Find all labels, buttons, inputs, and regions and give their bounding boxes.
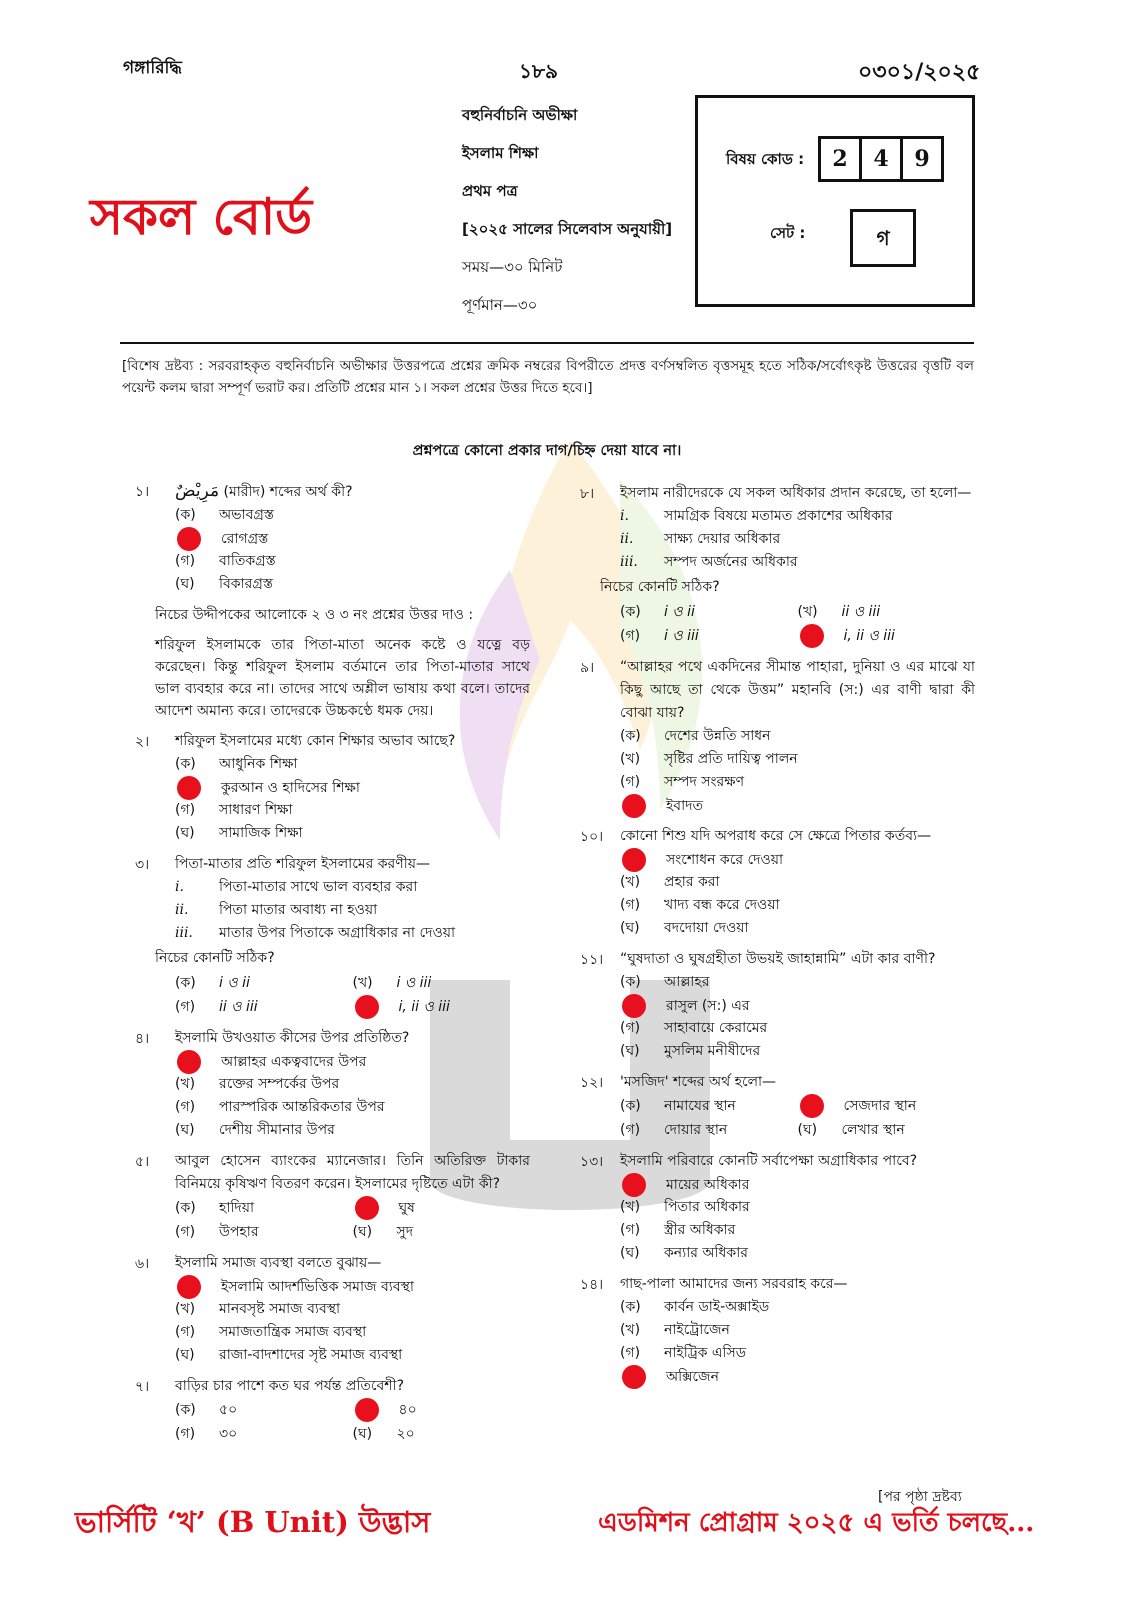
subject-code-digits bbox=[818, 136, 944, 182]
option[interactable]: (ক) আধুনিক শিক্ষা bbox=[175, 756, 298, 772]
option[interactable]: (ঘ) বদদোয়া দেওয়া bbox=[620, 920, 749, 936]
page-number: ১৮৯ bbox=[519, 59, 558, 83]
question-9: ৯। “আল্লাহর পথে একদিনের সীমান্ত পাহারা, দুনিয়া ও এর মাঝে যা কিছু আছে তা থেকে উত্তম” মহানবি (স:) এর বাণী দ্বারা কী বোঝা যায়? (ক) দেশের উন্নতি সাধন (খ) সৃষ্টির প্রতি দায়িত্ব পালন (গ) সম্পদ সংরক্ষণ ইবাদত bbox=[580, 656, 975, 817]
answer-dot bbox=[622, 848, 646, 872]
arabic-word: مَرِيْضٌ bbox=[175, 481, 220, 501]
option[interactable]: (গ) ৩০ bbox=[175, 1426, 238, 1442]
question-12: ১২। 'মসজিদ' শব্দের অর্থ হলো— (ক) নামাযের স্থান সেজদার স্থান (গ) দোয়ার স্থান (ঘ) লেখার স্থান bbox=[580, 1071, 975, 1142]
full-marks: পূর্ণমান—৩০ bbox=[462, 296, 538, 314]
option-marked[interactable]: i, ii ও iii bbox=[798, 624, 976, 648]
set-value: গ bbox=[850, 209, 916, 267]
option[interactable]: (গ) বাতিকগ্রস্ত bbox=[175, 553, 276, 569]
question-6: ৬। ইসলামি সমাজ ব্যবস্থা বলতে বুঝায়— ইসলামি আদর্শভিত্তিক সমাজ ব্যবস্থা (খ) মানবসৃষ্ট সমাজ ব্যবস্থা (গ) সমাজতান্ত্রিক সমাজ ব্যবস্থা (ঘ) রাজা-বাদশাদের সৃষ্ট সমাজ ব্যবস্থা bbox=[135, 1252, 530, 1367]
option-marked[interactable]: ইবাদত bbox=[620, 794, 975, 817]
option-marked[interactable]: ইসলামি আদর্শভিত্তিক সমাজ ব্যবস্থা bbox=[175, 1275, 530, 1298]
stimulus-text: শরিফুল ইসলামকে তার পিতা-মাতা অনেক কষ্টে ও যত্নে বড় করেছেন। কিন্তু শরিফুল ইসলাম বর্তমানে তার পিতা-মাতার সাথে ভাল ব্যবহার করে না। তাদের সাথে অশ্লীল ভাষায় কথা বলে। তাদের আদেশ অমান্য করে। তাদেরকে উচ্চকণ্ঠে ধমক দেয়। bbox=[155, 637, 530, 719]
question-text: পিতা-মাতার প্রতি শরিফুল ইসলামের করণীয়— bbox=[175, 856, 430, 872]
option[interactable]: (ঘ) বিকারগ্রস্ত bbox=[175, 576, 273, 592]
answer-dot bbox=[622, 1365, 646, 1389]
question-text: কোনো শিশু যদি অপরাধ করে সে ক্ষেত্রে পিতার কর্তব্য— bbox=[620, 828, 932, 844]
stimulus-intro: নিচের উদ্দীপকের আলোকে ২ ও ৩ নং প্রশ্নের উত্তর দাও : bbox=[155, 607, 474, 623]
time-limit: সময়—৩০ মিনিট bbox=[462, 258, 563, 276]
option[interactable]: (ক) i ও ii bbox=[620, 604, 695, 620]
option[interactable]: (ঘ) লেখার স্থান bbox=[797, 1122, 905, 1138]
question-text: ইসলামি পরিবারে কোনটি সর্বাপেক্ষা অগ্রাধিকার পাবে? bbox=[620, 1153, 918, 1169]
question-4: ৪। ইসলামি উখওয়াত কীসের উপর প্রতিষ্ঠিত? আল্লাহর একত্ববাদের উপর (খ) রক্তের সম্পর্কের উপর (গ) পারস্পরিক আন্তরিকতার উপর (ঘ) দেশীয় সীমানার উপর bbox=[135, 1027, 530, 1142]
subject-code-label: বিষয় কোড : bbox=[726, 150, 805, 168]
option[interactable]: (খ) পিতার অধিকার bbox=[620, 1199, 750, 1215]
which-correct: নিচের কোনটি সঠিক? bbox=[600, 579, 720, 595]
option-marked[interactable]: আল্লাহর একত্ববাদের উপর bbox=[175, 1050, 530, 1073]
no-marks-warning: প্রশ্নপত্রে কোনো প্রকার দাগ/চিহ্ন দেয়া যাবে না। bbox=[412, 443, 682, 459]
special-note: [বিশেষ দ্রষ্টব্য : সরবরাহকৃত বহুনির্বাচনি অভীক্ষার উত্তরপত্রে প্রশ্নের ক্রমিক নম্বরের বিপরীতে প্রদত্ত বর্ণসম্বলিত বৃত্তসমূহ হতে সঠিক/সর্বোৎকৃষ্ট উত্তরের বৃত্তটি বল পয়েন্ট কলম দ্বারা সম্পূর্ণ ভরাট কর। প্রতিটি প্রশ্নের মান ১। সকল প্রশ্নের উত্তর দিতে হবে।] bbox=[122, 358, 974, 396]
footer-left-ad: ভার্সিটি ‘খ’ (B Unit) উদ্ভাস bbox=[75, 1505, 431, 1539]
question-text: শরিফুল ইসলামের মধ্যে কোন শিক্ষার অভাব আছে? bbox=[175, 733, 456, 749]
question-1 bbox=[135, 480, 530, 596]
set-label: সেট : bbox=[770, 224, 806, 242]
option-marked[interactable]: সংশোধন করে দেওয়া bbox=[620, 848, 975, 871]
subject-code-box bbox=[695, 95, 975, 307]
option[interactable]: (ক) আল্লাহর bbox=[620, 974, 710, 990]
answer-dot bbox=[355, 995, 379, 1019]
answer-dot bbox=[177, 527, 201, 551]
code-digit-2: 4 bbox=[862, 136, 903, 182]
option-marked[interactable]: ৪০ bbox=[353, 1398, 531, 1422]
header-divider bbox=[120, 342, 974, 344]
option[interactable]: (ক) দেশের উন্নতি সাধন bbox=[620, 728, 771, 744]
question-text: (মারীদ) শব্দের অর্থ কী? bbox=[223, 484, 353, 500]
question-5: ৫। আবুল হোসেন ব্যাংকের ম্যানেজার। তিনি অতিরিক্ত টাকার বিনিময়ে কৃষিঋণ বিতরণ করেন। ইসলামের দৃষ্টিতে এটা কী? (ক) হাদিয়া ঘুষ (গ) উপহার (ঘ) সুদ bbox=[135, 1150, 530, 1244]
which-correct: নিচের কোনটি সঠিক? bbox=[155, 950, 275, 966]
question-text: “ঘুষদাতা ও ঘুষগ্রহীতা উভয়ই জাহান্নামি” এটা কার বাণী? bbox=[620, 951, 936, 967]
option[interactable]: (গ) উপহার bbox=[175, 1224, 259, 1240]
question-text: ইসলাম নারীদেরকে যে সকল অধিকার প্রদান করেছে, তা হলো— bbox=[620, 485, 972, 501]
option-marked[interactable]: রাসুল (স:) এর bbox=[620, 994, 975, 1017]
option-marked[interactable]: ঘুষ bbox=[353, 1196, 531, 1220]
question-7: ৭। বাড়ির চার পাশে কত ঘর পর্যন্ত প্রতিবেশী? (ক) ৫০ ৪০ (গ) ৩০ (ঘ) ২০ bbox=[135, 1375, 530, 1446]
question-10: ১০। কোনো শিশু যদি অপরাধ করে সে ক্ষেত্রে পিতার কর্তব্য— সংশোধন করে দেওয়া (খ) প্রহার করা (গ) খাদ্য বন্ধ করে দেওয়া (ঘ) বদদোয়া দেওয়া bbox=[580, 825, 975, 940]
option-marked[interactable]: সেজদার স্থান bbox=[798, 1094, 976, 1118]
option[interactable]: (ক) ৫০ bbox=[175, 1402, 238, 1418]
answer-dot bbox=[622, 994, 646, 1018]
answer-dot bbox=[177, 776, 201, 800]
answer-dot bbox=[177, 1050, 201, 1074]
option[interactable]: (ক) i ও ii bbox=[175, 975, 250, 991]
option[interactable]: (গ) পারস্পরিক আন্তরিকতার উপর bbox=[175, 1099, 385, 1115]
option[interactable]: (গ) সম্পদ সংরক্ষণ bbox=[620, 774, 745, 790]
question-text: 'মসজিদ' শব্দের অর্থ হলো— bbox=[620, 1074, 777, 1090]
option[interactable]: (গ) ii ও iii bbox=[175, 999, 258, 1015]
option[interactable]: (খ) ii ও iii bbox=[797, 604, 881, 620]
option-marked[interactable]: কুরআন ও হাদিসের শিক্ষা bbox=[175, 776, 530, 799]
option[interactable]: (ক) কার্বন ডাই-অক্সাইড bbox=[620, 1299, 770, 1315]
exam-type: বহুনির্বাচনি অভীক্ষা bbox=[462, 106, 578, 124]
option[interactable]: (খ) সৃষ্টির প্রতি দায়িত্ব পালন bbox=[620, 751, 798, 767]
code-digit-3: 9 bbox=[903, 136, 944, 182]
question-2: ২। শরিফুল ইসলামের মধ্যে কোন শিক্ষার অভাব আছে? (ক) আধুনিক শিক্ষা কুরআন ও হাদিসের শিক্ষা (গ) সাধারণ শিক্ষা (ঘ) সামাজিক শিক্ষা bbox=[135, 730, 530, 845]
question-8: ৮। ইসলাম নারীদেরকে যে সকল অধিকার প্রদান করেছে, তা হলো— i. সামগ্রিক বিষয়ে মতামত প্রকাশের অধিকার ii. সাক্ষ্য দেয়ার অধিকার iii. সম্পদ অর্জনের অধিকার নিচের কোনটি সঠিক? (ক) i ও ii (খ) ii ও iii (গ) i ও iii i, ii ও iii bbox=[580, 482, 975, 648]
question-text: আবুল হোসেন ব্যাংকের ম্যানেজার। তিনি অতিরিক্ত টাকার বিনিময়ে কৃষিঋণ বিতরণ করেন। ইসলামের দৃষ্টিতে এটা কী? bbox=[175, 1153, 530, 1192]
option[interactable]: (ঘ) সামাজিক শিক্ষা bbox=[175, 825, 303, 841]
left-column bbox=[135, 480, 530, 1454]
subject-name: ইসলাম শিক্ষা bbox=[462, 144, 539, 162]
question-14: ১৪। গাছ-পালা আমাদের জন্য সরবরাহ করে— (ক) কার্বন ডাই-অক্সাইড (খ) নাইট্রোজেন (গ) নাইট্রিক এসিড অক্সিজেন bbox=[580, 1273, 975, 1388]
option[interactable]: (গ) স্ত্রীর অধিকার bbox=[620, 1222, 736, 1238]
option[interactable]: (ঘ) ২০ bbox=[352, 1426, 415, 1442]
option[interactable]: (ক) নামাযের স্থান bbox=[620, 1098, 736, 1114]
question-text: গাছ-পালা আমাদের জন্য সরবরাহ করে— bbox=[620, 1276, 848, 1292]
option[interactable]: (গ) সাহাবায়ে কেরামের bbox=[620, 1020, 768, 1036]
option[interactable]: (ঘ) সুদ bbox=[352, 1224, 414, 1240]
answer-dot bbox=[355, 1196, 379, 1220]
question-text: ইসলামি উখওয়াত কীসের উপর প্রতিষ্ঠিত? bbox=[175, 1030, 410, 1046]
option[interactable]: (গ) সাধারণ শিক্ষা bbox=[175, 802, 293, 818]
question-3: ৩। পিতা-মাতার প্রতি শরিফুল ইসলামের করণীয়— i. পিতা-মাতার সাথে ভাল ব্যবহার করা ii. পিতা মাতার অবাধ্য না হওয়া iii. মাতার উপর পিতাকে অগ্রাধিকার না দেওয়া নিচের কোনটি সঠিক? (ক) i ও ii (খ) i ও iii (গ) ii ও iii i, ii ও iii bbox=[135, 853, 530, 1019]
option[interactable]: (খ) নাইট্রোজেন bbox=[620, 1322, 730, 1338]
option[interactable]: (ঘ) দেশীয় সীমানার উপর bbox=[175, 1122, 335, 1138]
option[interactable]: (খ) রক্তের সম্পর্কের উপর bbox=[175, 1076, 340, 1092]
option-marked[interactable]: অক্সিজেন bbox=[620, 1365, 975, 1388]
right-column bbox=[580, 482, 975, 1396]
option[interactable]: (গ) খাদ্য বন্ধ করে দেওয়া bbox=[620, 897, 780, 913]
option[interactable]: (ঘ) মুসলিম মনীষীদের bbox=[620, 1043, 761, 1059]
answer-dot bbox=[800, 1094, 824, 1118]
option[interactable]: (ঘ) রাজা-বাদশাদের সৃষ্ট সমাজ ব্যবস্থা bbox=[175, 1347, 403, 1363]
syllabus-note: [২০২৫ সালের সিলেবাস অনুযায়ী] bbox=[462, 220, 673, 238]
paper-code: ০৩০১/২০২৫ bbox=[858, 60, 981, 85]
header-left-code: গঙ্গারিদ্ধি bbox=[123, 58, 182, 78]
option[interactable]: (ক) হাদিয়া bbox=[175, 1200, 255, 1216]
paper-name: প্রথম পত্র bbox=[462, 182, 518, 200]
continue-note: [পর পৃষ্ঠা দ্রষ্টব্য bbox=[878, 1489, 962, 1505]
footer-right-ad: এডমিশন প্রোগ্রাম ২০২৫ এ ভর্তি চলছে... bbox=[598, 1508, 1035, 1538]
question-number: ১। bbox=[135, 484, 150, 500]
option[interactable]: (গ) সমাজতান্ত্রিক সমাজ ব্যবস্থা bbox=[175, 1324, 367, 1340]
code-digit-1: 2 bbox=[818, 136, 862, 182]
option[interactable]: (ঘ) কন্যার অধিকার bbox=[620, 1245, 748, 1261]
question-11: ১১। “ঘুষদাতা ও ঘুষগ্রহীতা উভয়ই জাহান্নামি” এটা কার বাণী? (ক) আল্লাহর রাসুল (স:) এর (গ) সাহাবায়ে কেরামের (ঘ) মুসলিম মনীষীদের bbox=[580, 948, 975, 1063]
option[interactable]: (গ) নাইট্রিক এসিড bbox=[620, 1345, 747, 1361]
option[interactable]: (গ) i ও iii bbox=[620, 628, 699, 644]
option[interactable]: (গ) দোয়ার স্থান bbox=[620, 1122, 728, 1138]
answer-dot bbox=[622, 1173, 646, 1197]
question-text: বাড়ির চার পাশে কত ঘর পর্যন্ত প্রতিবেশী? bbox=[175, 1378, 405, 1394]
option[interactable]: (খ) প্রহার করা bbox=[620, 874, 720, 890]
board-title: সকল বোর্ড bbox=[90, 187, 313, 246]
option-marked[interactable]: রোগগ্রস্ত bbox=[175, 527, 530, 550]
answer-dot bbox=[622, 794, 646, 818]
question-text: ইসলামি সমাজ ব্যবস্থা বলতে বুঝায়— bbox=[175, 1255, 382, 1271]
question-text: “আল্লাহর পথে একদিনের সীমান্ত পাহারা, দুনিয়া ও এর মাঝে যা কিছু আছে তা থেকে উত্তম” মহানবি (স:) এর বাণী দ্বারা কী বোঝা যায়? bbox=[620, 659, 975, 721]
answer-dot bbox=[800, 624, 824, 648]
option[interactable]: (ক) অভাবগ্রস্ত bbox=[175, 507, 274, 523]
answer-dot bbox=[177, 1275, 201, 1299]
option[interactable]: (খ) মানবসৃষ্ট সমাজ ব্যবস্থা bbox=[175, 1301, 341, 1317]
option-marked[interactable]: মায়ের অধিকার bbox=[620, 1173, 975, 1196]
option[interactable]: (খ) i ও iii bbox=[352, 975, 432, 991]
option-marked[interactable]: i, ii ও iii bbox=[353, 995, 531, 1019]
question-13: ১৩। ইসলামি পরিবারে কোনটি সর্বাপেক্ষা অগ্রাধিকার পাবে? মায়ের অধিকার (খ) পিতার অধিকার (গ) স্ত্রীর অধিকার (ঘ) কন্যার অধিকার bbox=[580, 1150, 975, 1265]
answer-dot bbox=[355, 1398, 379, 1422]
